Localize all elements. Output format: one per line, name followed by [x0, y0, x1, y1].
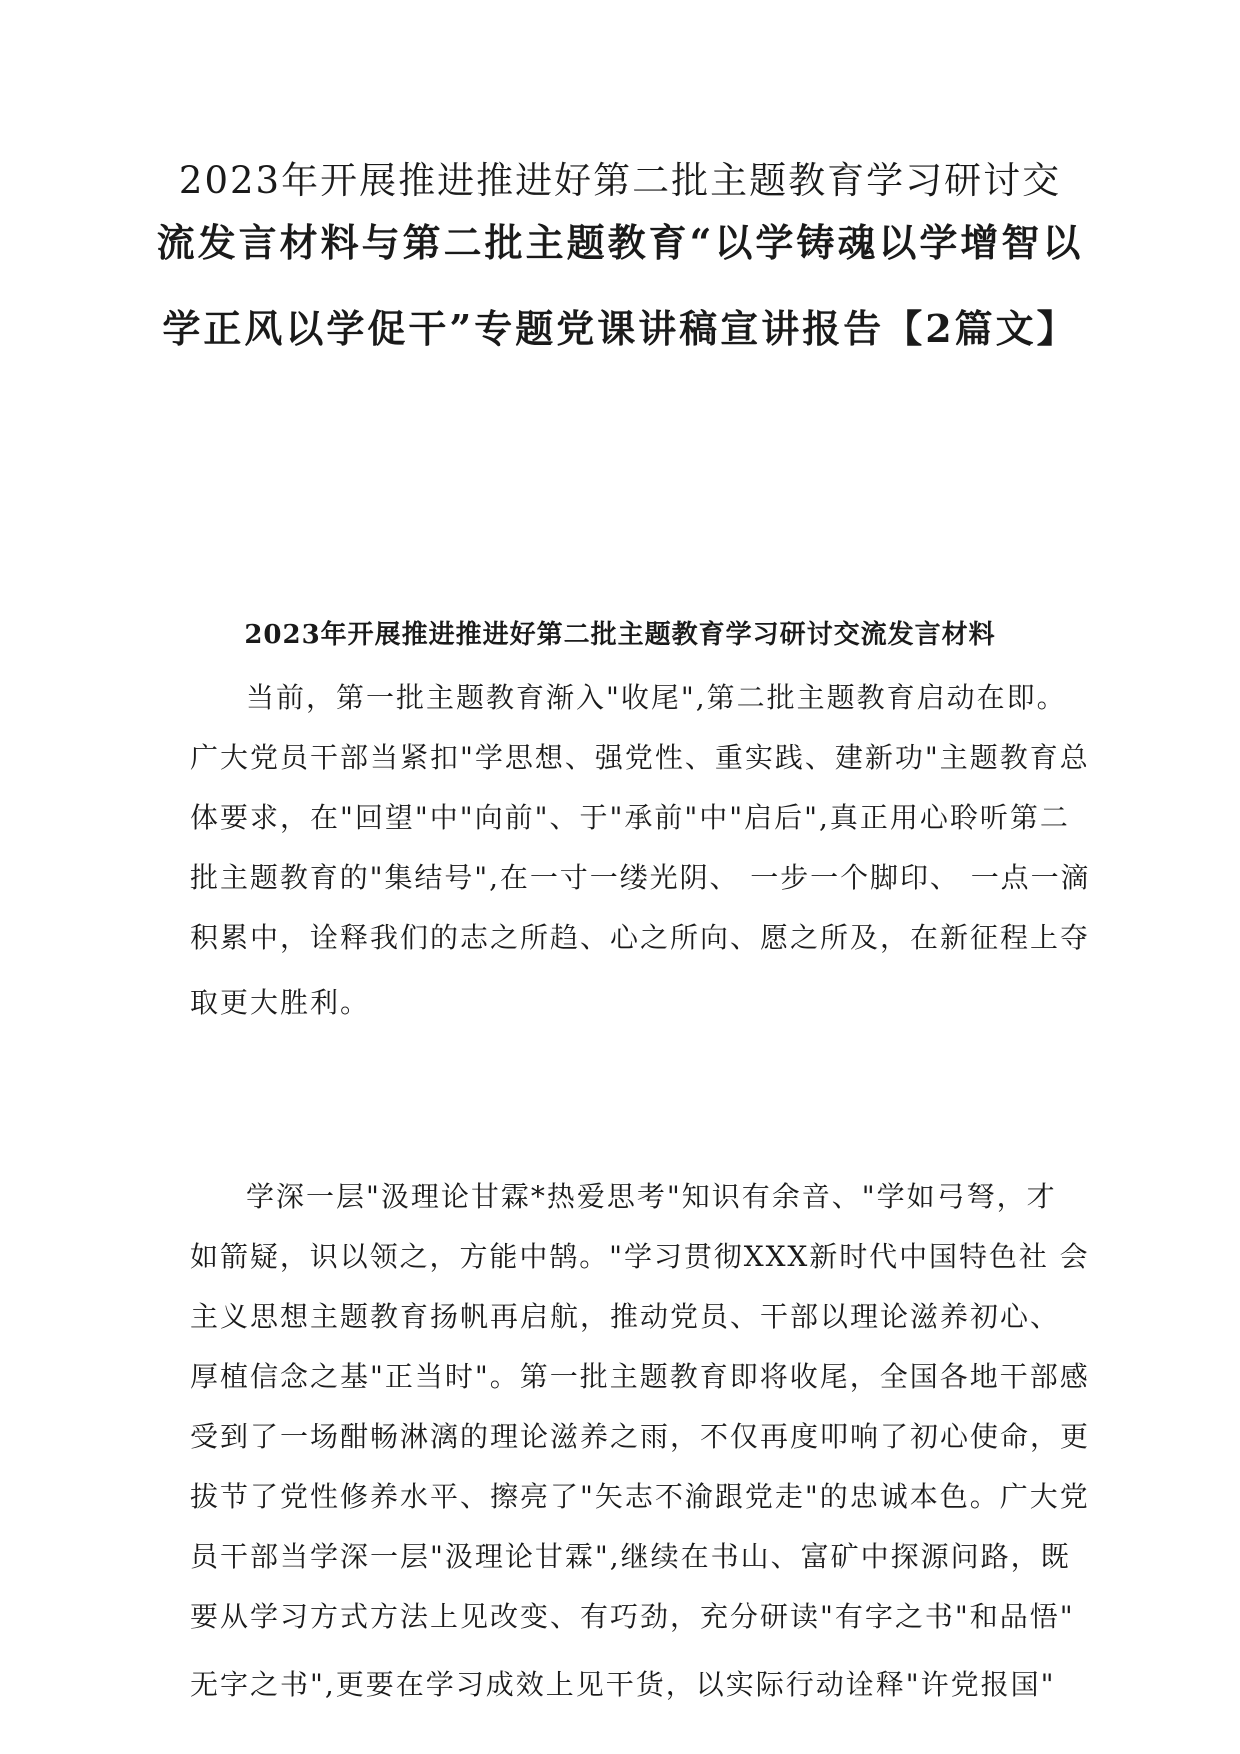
document-title-line-2: 流发言材料与第二批主题教育“以学铸魂以学增智以	[156, 220, 1084, 265]
paragraph-1-line: 批主题教育的"集结号",在一寸一缕光阴、 一步一个脚印、 一点一滴	[190, 861, 1091, 894]
paragraph-2-line: 员干部当学深一层"汲理论甘霖",继续在书山、富矿中探源问路，既	[190, 1540, 1071, 1573]
paragraph-2-line: 主义思想主题教育扬帆再启航，推动党员、干部以理论滋养初心、	[190, 1300, 1061, 1333]
paragraph-1-line: 当前，第一批主题教育渐入"收尾",第二批主题教育启动在即。	[246, 681, 1067, 714]
paragraph-2-line: 要从学习方式方法上见改变、有巧劲，充分研读"有字之书"和品悟"	[190, 1600, 1075, 1633]
document-title-line-1: 2023年开展推进推进好第二批主题教育学习研讨交	[178, 159, 1062, 202]
paragraph-1-line: 体要求，在"回望"中"向前"、于"承前"中"启后",真正用心聆听第二	[190, 801, 1070, 834]
paragraph-2-line: 厚植信念之基"正当时"。第一批主题教育即将收尾，全国各地干部感	[190, 1360, 1090, 1393]
paragraph-2-line: 学深一层"汲理论甘霖*热爱思考"知识有余音、"学如弓弩，才	[246, 1180, 1057, 1213]
paragraph-2-line: 拔节了党性修养水平、擦亮了"矢志不渝跟党走"的忠诚本色。广大党	[190, 1480, 1090, 1513]
section-heading: 2023年开展推进推进好第二批主题教育学习研讨交流发言材料	[244, 620, 996, 650]
paragraph-1-line: 广大党员干部当紧扣"学思想、强党性、重实践、建新功"主题教育总	[190, 741, 1090, 774]
document-title-line-3: 学正风以学促干”专题党课讲稿宣讲报告【2篇文】	[162, 306, 1078, 351]
paragraph-2-line: 受到了一场酣畅淋漓的理论滋养之雨，不仅再度叩响了初心使命，更	[190, 1420, 1091, 1453]
paragraph-1-line: 取更大胜利。	[190, 986, 371, 1019]
paragraph-1-line: 积累中，诠释我们的志之所趋、心之所向、愿之所及，在新征程上夺	[190, 921, 1091, 954]
paragraph-2-line: 无字之书",更要在学习成效上见干货，以实际行动诠释"许党报国"	[190, 1668, 1056, 1701]
paragraph-2-line: 如箭疑，识以领之，方能中鹄。"学习贯彻XXX新时代中国特色社 会	[190, 1240, 1090, 1273]
